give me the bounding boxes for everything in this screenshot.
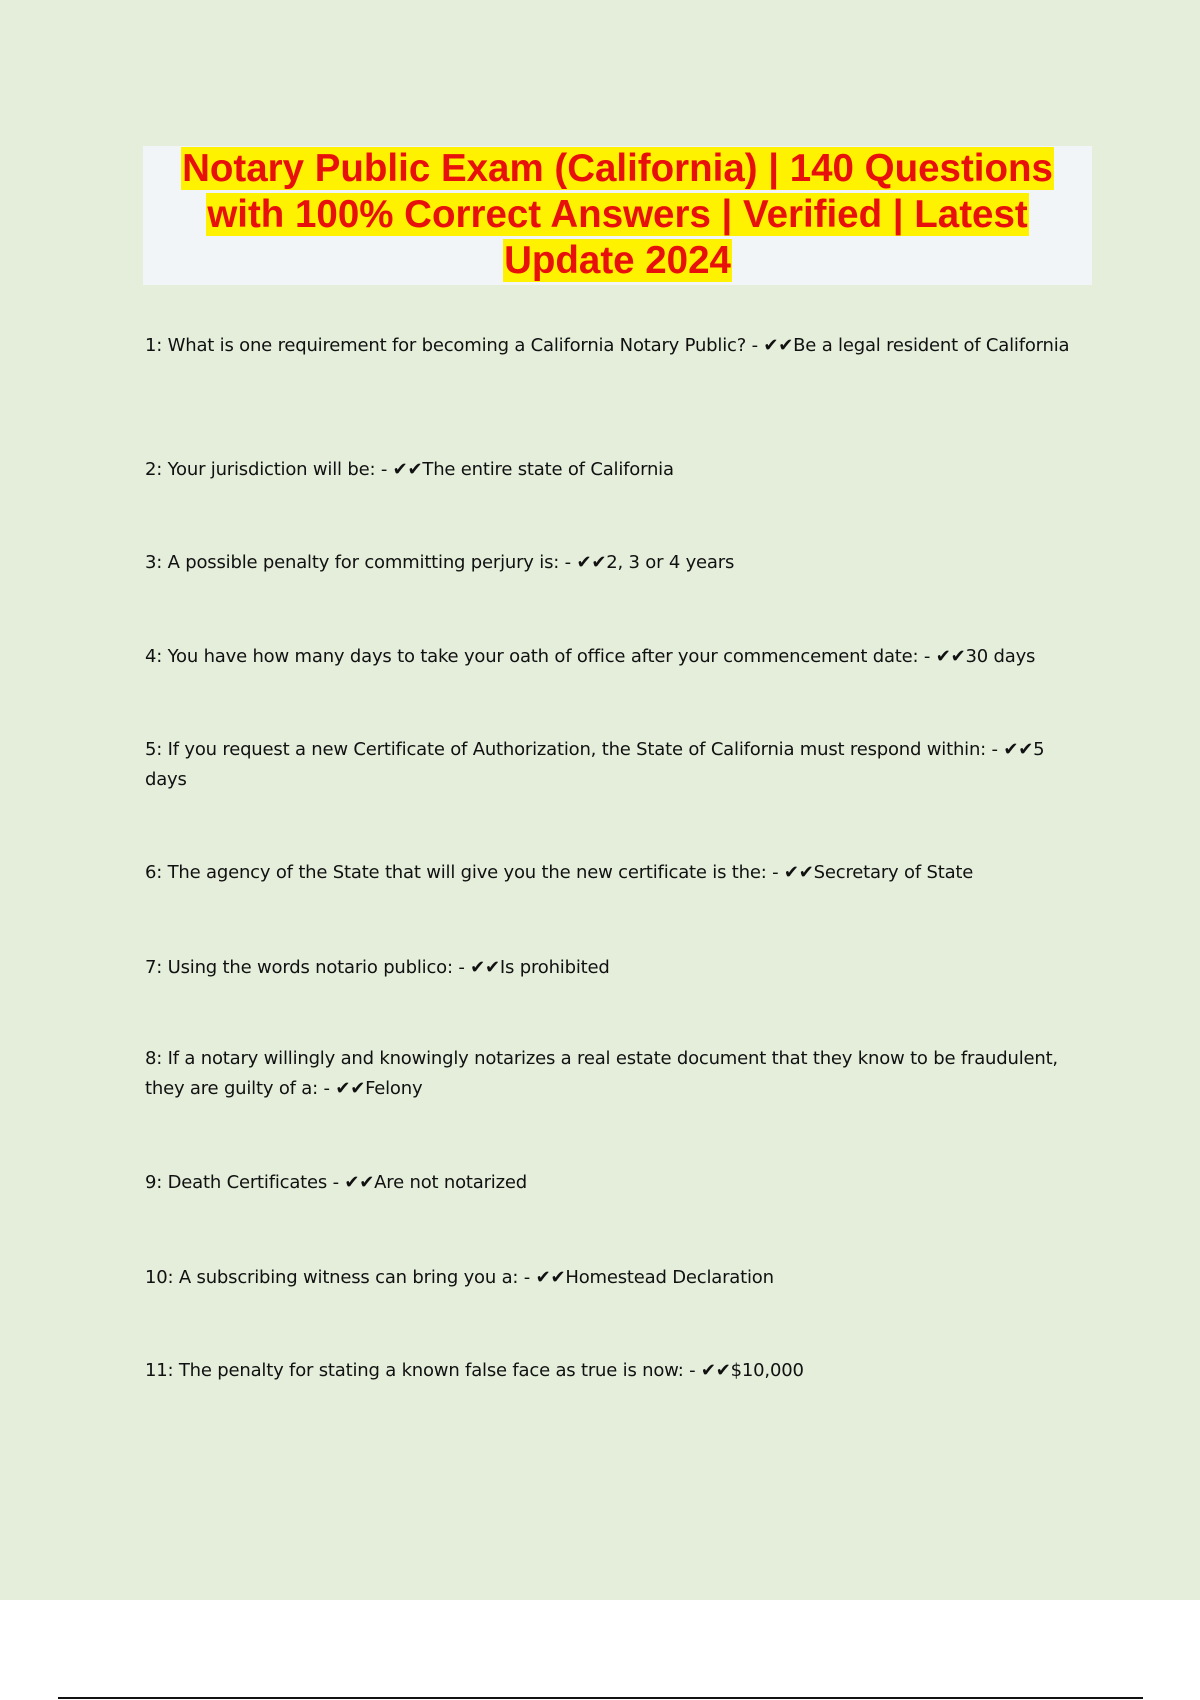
qa-item-3: 3: A possible penalty for committing perjury is: - ✔✔2, 3 or 4 years: [145, 552, 735, 573]
qa-item-10: 10: A subscribing witness can bring you a: - ✔✔Homestead Declaration: [145, 1267, 774, 1288]
qa-item-5: 5: If you request a new Certificate of Authorization, the State of California must respond within: - ✔✔5 days: [145, 739, 1045, 790]
document-title-block: [143, 146, 1092, 285]
qa-item-11: 11: The penalty for stating a known false face as true is now: - ✔✔$10,000: [145, 1360, 804, 1381]
title-line-1: Notary Public Exam (California) | 140 Questions: [182, 147, 1053, 190]
qa-item-1: 1: What is one requirement for becoming a California Notary Public? - ✔✔Be a legal resident of California: [145, 335, 1070, 356]
qa-item-7: 7: Using the words notario publico: - ✔✔Is prohibited: [145, 957, 610, 978]
qa-item-6: 6: The agency of the State that will give you the new certificate is the: - ✔✔Secretary of State: [145, 862, 974, 883]
title-line-3: Update 2024: [504, 239, 731, 282]
document-title: [143, 146, 1092, 284]
title-line-2: with 100% Correct Answers | Verified | Latest: [207, 193, 1028, 236]
footer-divider: [58, 1697, 1143, 1699]
qa-item-4: 4: You have how many days to take your oath of office after your commencement date: - ✔✔30 days: [145, 646, 1036, 667]
qa-item-2: 2: Your jurisdiction will be: - ✔✔The entire state of California: [145, 459, 674, 480]
qa-item-8: 8: If a notary willingly and knowingly notarizes a real estate document that they know to be fraudulent, they are guilty of a: - ✔✔Felony: [145, 1048, 1058, 1099]
qa-item-9: 9: Death Certificates - ✔✔Are not notarized: [145, 1172, 527, 1193]
